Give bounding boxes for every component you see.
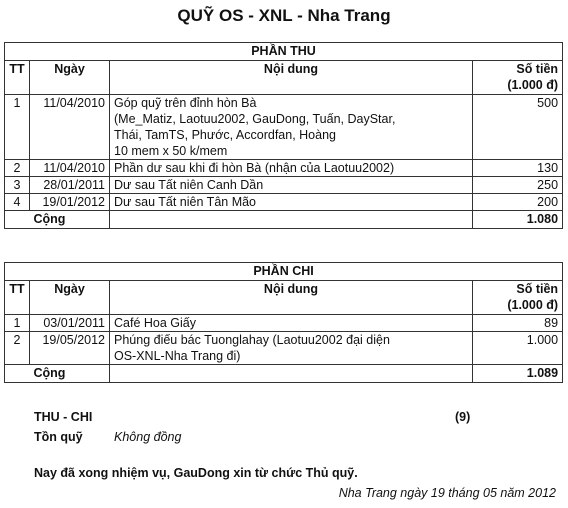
row-amount: 200 [473, 194, 563, 211]
total-amount: 1.080 [473, 211, 563, 229]
row-content-line: Dư sau Tất niên Tân Mão [114, 195, 257, 209]
row-amount: 89 [473, 315, 563, 332]
header-amount [473, 281, 563, 315]
header-amount [473, 61, 563, 95]
table-row [5, 332, 563, 365]
row-number: 1 [5, 95, 30, 160]
header-amount-line2: (1.000 đ) [507, 78, 559, 92]
row-date: 19/01/2012 [30, 194, 110, 211]
row-content-line: Thái, TamTS, Phước, Accordfan, Hoàng [114, 128, 336, 142]
total-row [5, 211, 563, 229]
row-content [110, 95, 473, 160]
table-row [5, 194, 563, 211]
row-date: 19/05/2012 [30, 332, 110, 365]
header-content: Nội dung [110, 281, 473, 315]
table-row [5, 95, 563, 160]
income-header-row [5, 61, 563, 95]
header-tt: TT [5, 61, 30, 95]
header-date: Ngày [30, 61, 110, 95]
expense-section-title: PHẦN CHI [5, 263, 563, 281]
row-amount: 130 [473, 160, 563, 177]
row-content-line: Café Hoa Giấy [114, 316, 196, 330]
expense-header-row [5, 281, 563, 315]
row-date: 28/01/2011 [30, 177, 110, 194]
row-number: 4 [5, 194, 30, 211]
header-amount-line1: Số tiền [516, 62, 559, 76]
total-spacer [5, 365, 30, 383]
row-date: 11/04/2010 [30, 160, 110, 177]
header-content: Nội dung [110, 61, 473, 95]
income-section-title: PHẦN THU [5, 43, 563, 61]
row-content-line: Góp quỹ trên đỉnh hòn Bà [114, 96, 257, 110]
total-row [5, 365, 563, 383]
expense-table [4, 262, 563, 383]
total-blank [110, 365, 473, 383]
income-section-title-row [5, 43, 563, 61]
document-title: QUỸ OS - XNL - Nha Trang [177, 6, 391, 25]
header-amount-line1: Số tiền [516, 282, 559, 296]
total-label: Cộng [30, 211, 110, 229]
row-amount: 1.000 [473, 332, 563, 365]
row-date: 03/01/2011 [30, 315, 110, 332]
row-content [110, 332, 473, 365]
header-amount-line2: (1.000 đ) [507, 298, 559, 312]
header-tt: TT [5, 281, 30, 315]
row-number: 2 [5, 332, 30, 365]
header-date: Ngày [30, 281, 110, 315]
row-content [110, 194, 473, 211]
row-content [110, 177, 473, 194]
signature-line: Nha Trang ngày 19 tháng 05 năm 2012 [338, 486, 556, 500]
row-number: 2 [5, 160, 30, 177]
total-amount: 1.089 [473, 365, 563, 383]
closing-note: Nay đã xong nhiệm vụ, GauDong xin từ chức Thủ quỹ. [34, 466, 358, 480]
row-amount: 500 [473, 95, 563, 160]
thu-chi-value: (9) [455, 410, 471, 424]
row-number: 3 [5, 177, 30, 194]
total-blank [110, 211, 473, 229]
row-content-line: 10 mem x 50 k/mem [114, 144, 228, 158]
expense-section-title-row [5, 263, 563, 281]
table-row [5, 160, 563, 177]
income-table [4, 42, 563, 229]
balance-label: Tồn quỹ [34, 430, 83, 444]
table-row [5, 315, 563, 332]
row-content-line: Phần dư sau khi đi hòn Bà (nhận của Laotuu2002) [114, 161, 395, 175]
row-content-line: Phúng điếu bác Tuonglahay (Laotuu2002 đại diện [114, 333, 390, 347]
row-content [110, 160, 473, 177]
row-content-line: Dư sau Tất niên Canh Dần [114, 178, 264, 192]
row-number: 1 [5, 315, 30, 332]
total-spacer [5, 211, 30, 229]
thu-chi-label: THU - CHI [34, 410, 93, 424]
row-date: 11/04/2010 [30, 95, 110, 160]
row-amount: 250 [473, 177, 563, 194]
table-row [5, 177, 563, 194]
balance-value: Không đồng [114, 430, 182, 444]
row-content-line: (Me_Matiz, Laotuu2002, GauDong, Tuấn, DayStar, [114, 112, 396, 126]
total-label: Cộng [30, 365, 110, 383]
row-content [110, 315, 473, 332]
row-content-line: OS-XNL-Nha Trang đi) [114, 349, 241, 363]
